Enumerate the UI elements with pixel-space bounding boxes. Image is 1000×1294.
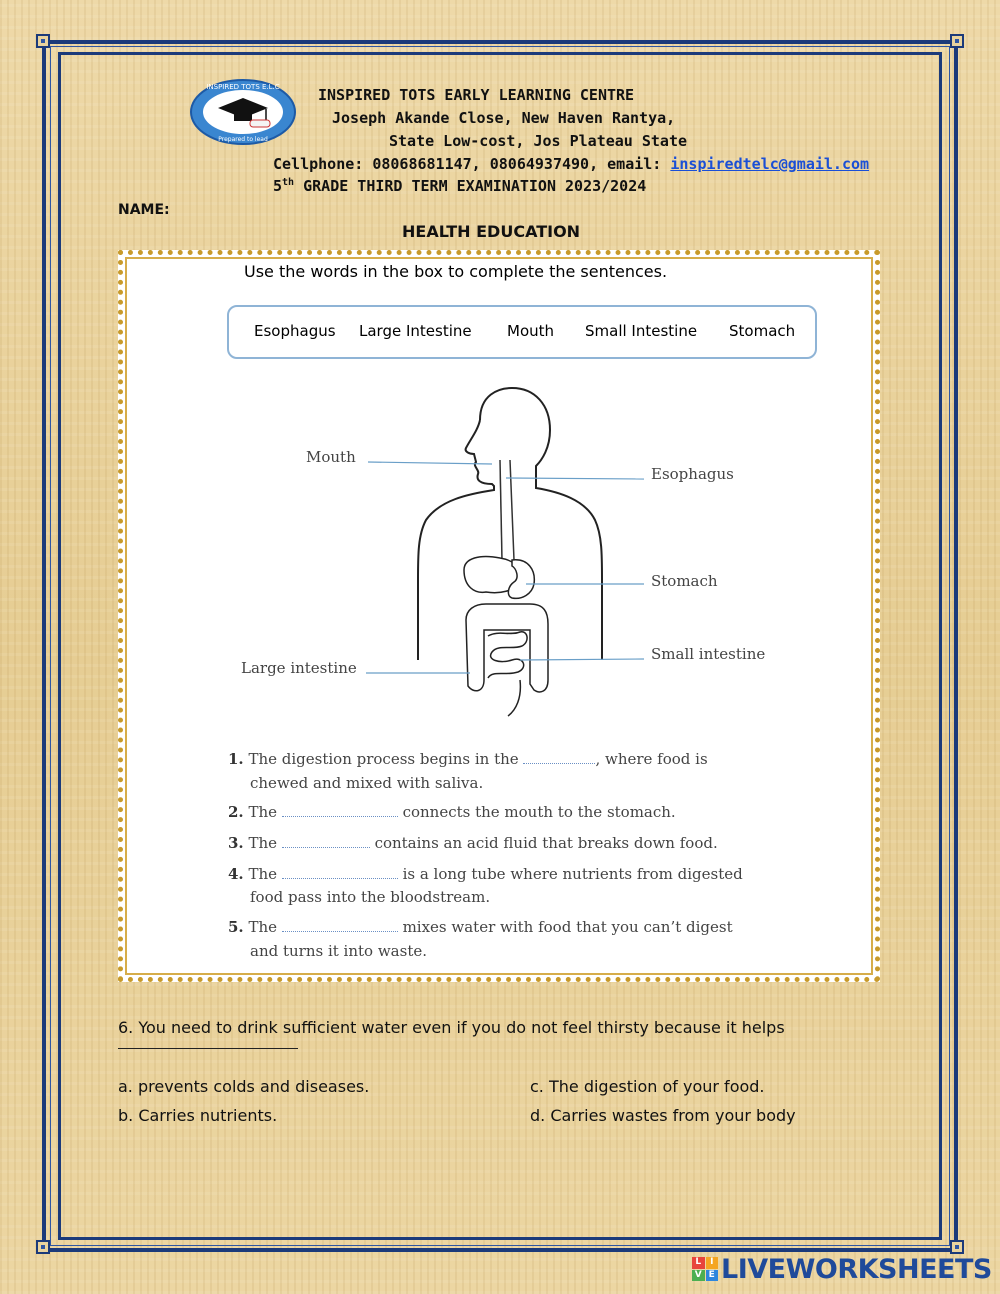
label-esophagus: Esophagus <box>651 465 734 483</box>
question-text: The <box>248 803 277 821</box>
liveworksheets-logo-icon <box>692 1257 718 1281</box>
word-bank-item: Stomach <box>729 322 796 340</box>
liveworksheets-wordmark: LIVEWORKSHEETS <box>721 1253 992 1285</box>
word-bank-item: Large Intestine <box>359 322 472 340</box>
question-number: 1. <box>228 750 244 768</box>
question-number: 2. <box>228 803 244 821</box>
name-label: NAME: <box>118 202 170 218</box>
question-5 <box>228 918 733 936</box>
question-text: The <box>248 865 277 883</box>
subject-title: HEALTH EDUCATION <box>402 222 581 241</box>
question-text: is a long tube where nutrients from digested <box>402 865 743 883</box>
rectum-shape <box>508 680 520 716</box>
logo-text-top: INSPIRED TOTS E.L.C <box>206 83 280 91</box>
option-a[interactable]: a. prevents colds and diseases. <box>118 1077 370 1096</box>
question-text: The digestion process begins in the <box>248 750 519 768</box>
question-3 <box>228 834 718 852</box>
word-bank-item: Small Intestine <box>585 322 698 340</box>
question-text: mixes water with food that you can’t digest <box>402 918 733 936</box>
question-1 <box>228 750 708 768</box>
question-number: 3. <box>228 834 244 852</box>
answer-blank[interactable] <box>282 877 398 879</box>
grade-suffix: th <box>282 177 295 188</box>
border-corner <box>36 34 50 48</box>
exam-title <box>273 177 646 195</box>
exam-title-text: GRADE THIRD TERM EXAMINATION 2023/2024 <box>294 177 647 195</box>
answer-blank[interactable] <box>282 930 398 932</box>
contact-line <box>273 155 869 173</box>
question-4 <box>228 865 743 883</box>
school-logo <box>188 78 298 146</box>
address-line-2: State Low-cost, Jos Plateau State <box>389 132 688 150</box>
option-c[interactable]: c. The digestion of your food. <box>530 1077 765 1096</box>
address-line-1: Joseph Akande Close, New Haven Rantya, <box>332 109 676 127</box>
contact-prefix: Cellphone: 08068681147, 08064937490, email: <box>273 155 671 173</box>
border-corner <box>36 1240 50 1254</box>
question-6-answer-line[interactable] <box>118 1048 298 1049</box>
label-small-intestine: Small intestine <box>651 645 766 663</box>
logo-letter: V <box>692 1270 705 1282</box>
email-link[interactable]: inspiredtelc@gmail.com <box>670 155 870 173</box>
question-text: connects the mouth to the stomach. <box>402 803 676 821</box>
liveworksheets-brand[interactable] <box>692 1254 992 1284</box>
small-intestine-shape <box>488 632 527 678</box>
instruction: Use the words in the box to complete the sentences. <box>244 262 668 281</box>
logo-text-bottom: Prepared to lead <box>218 136 268 143</box>
question-text: , where food is <box>595 750 708 768</box>
option-b[interactable]: b. Carries nutrients. <box>118 1106 278 1125</box>
answer-blank[interactable] <box>282 846 370 848</box>
label-large-intestine: Large intestine <box>241 659 357 677</box>
border-corner <box>950 1240 964 1254</box>
border-corner <box>950 34 964 48</box>
logo-letter: L <box>692 1257 705 1269</box>
question-4-line-2: food pass into the bloodstream. <box>250 888 491 906</box>
grade-number: 5 <box>273 177 283 195</box>
question-2 <box>228 803 676 821</box>
logo-letter: E <box>706 1270 719 1282</box>
question-text: The <box>248 834 277 852</box>
word-bank-item: Esophagus <box>254 322 336 340</box>
question-5-line-2: and turns it into waste. <box>250 942 427 960</box>
label-mouth: Mouth <box>306 448 356 466</box>
logo-letter: I <box>706 1257 719 1269</box>
question-number: 4. <box>228 865 244 883</box>
question-text: contains an acid fluid that breaks down food. <box>374 834 718 852</box>
label-stomach: Stomach <box>651 572 718 590</box>
question-6: 6. You need to drink sufficient water even if you do not feel thirsty because it helps <box>118 1018 785 1037</box>
word-bank-item: Mouth <box>507 322 555 340</box>
answer-blank[interactable] <box>282 815 398 817</box>
question-1-line-2: chewed and mixed with saliva. <box>250 774 484 792</box>
answer-blank[interactable] <box>523 762 595 764</box>
digestive-system-diagram <box>230 380 790 740</box>
question-text: The <box>248 918 277 936</box>
question-number: 5. <box>228 918 244 936</box>
school-name: INSPIRED TOTS EARLY LEARNING CENTRE <box>318 86 635 104</box>
option-d[interactable]: d. Carries wastes from your body <box>530 1106 796 1125</box>
